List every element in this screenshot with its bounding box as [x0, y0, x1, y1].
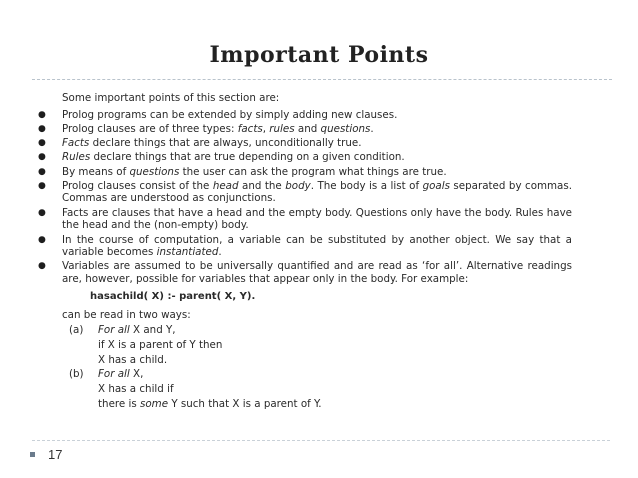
reading-a-line-2	[38, 339, 572, 352]
reading-b-line-1	[38, 368, 572, 381]
text-segment: Variables are assumed to be universally quantified and are read as ‘for all’. Alternative readings are, however, possible for variables that appear only in the body. For example:	[62, 260, 572, 286]
footer-divider	[32, 440, 610, 441]
emphasis-text: instantiated	[156, 246, 219, 259]
text-segment: . The body is a list of	[310, 179, 423, 192]
text-segment: Prolog clauses consist of the	[62, 179, 213, 192]
text-segment: Facts are clauses that have a head and the empty body. Questions only have the body. Rules have the head and the (non-empty) body.	[62, 206, 572, 232]
scanned-text-block	[38, 92, 572, 412]
reading-a-label: (a)	[69, 324, 84, 337]
bullet-item	[38, 123, 572, 136]
text-segment: and	[294, 122, 321, 135]
slide-corner-marker	[30, 452, 35, 457]
reading-b-label: (b)	[69, 368, 84, 381]
text-segment: declare things that are true depending on a given condition.	[90, 151, 405, 164]
emphasis-text: questions	[129, 165, 180, 178]
intro-line: Some important points of this section are:	[62, 92, 280, 104]
bullet-item	[38, 151, 572, 164]
bullet-item	[38, 234, 572, 259]
text-segment: In the course of computation, a variable can be substituted by another object. We say that a variable becomes	[62, 233, 572, 259]
text-segment: declare things that are always, unconditionally true.	[89, 137, 362, 150]
text-segment: By means of	[62, 165, 130, 178]
text-segment: separated by commas. Commas are understood as conjunctions.	[62, 179, 572, 205]
text-segment: X has a child if	[98, 383, 174, 396]
code-example: hasachild( X) :- parent( X, Y).	[90, 290, 256, 302]
emphasis-text: For all	[98, 324, 130, 337]
emphasis-text: Rules	[62, 151, 91, 164]
reading-a	[38, 324, 572, 366]
bullet-item	[38, 207, 572, 232]
emphasis-text: facts	[237, 122, 263, 135]
text-segment: .	[218, 246, 222, 259]
bullet-item	[38, 109, 572, 122]
emphasis-text: body	[285, 179, 311, 192]
emphasis-text: goals	[422, 179, 450, 192]
text-segment: Y such that X is a parent of Y.	[168, 397, 322, 410]
text-segment: X,	[129, 368, 144, 381]
text-segment: X has a child.	[98, 353, 168, 366]
reading-a-line-3	[38, 354, 572, 367]
reading-a-line-1	[38, 324, 572, 337]
slide-title: Important Points	[209, 42, 429, 68]
text-segment: the user can ask the program what things are true.	[179, 165, 447, 178]
page-number: 17	[48, 447, 63, 462]
text-segment: ,	[262, 122, 270, 135]
emphasis-text: For all	[98, 368, 130, 381]
emphasis-text: some	[140, 397, 169, 410]
emphasis-text: questions	[320, 122, 371, 135]
text-segment: if X is a parent of Y then	[98, 338, 223, 351]
bullet-item	[38, 166, 572, 179]
title-divider	[32, 79, 612, 80]
text-segment: Prolog clauses are of three types:	[62, 122, 238, 135]
bullet-item	[38, 260, 572, 285]
text-segment: and the	[238, 179, 286, 192]
bullet-list	[38, 109, 572, 286]
reading-b-line-3	[38, 398, 572, 411]
bullet-item	[38, 180, 572, 205]
text-segment: there is	[98, 397, 141, 410]
emphasis-text: head	[212, 179, 239, 192]
read-two-ways-line: can be read in two ways:	[62, 308, 191, 321]
text-segment: Prolog programs can be extended by simply adding new clauses.	[62, 108, 398, 121]
emphasis-text: rules	[269, 122, 295, 135]
bullet-item	[38, 137, 572, 150]
text-segment: X and Y,	[129, 324, 176, 337]
reading-b-line-2	[38, 383, 572, 396]
reading-b	[38, 368, 572, 410]
text-segment: .	[370, 122, 374, 135]
emphasis-text: Facts	[62, 137, 90, 150]
